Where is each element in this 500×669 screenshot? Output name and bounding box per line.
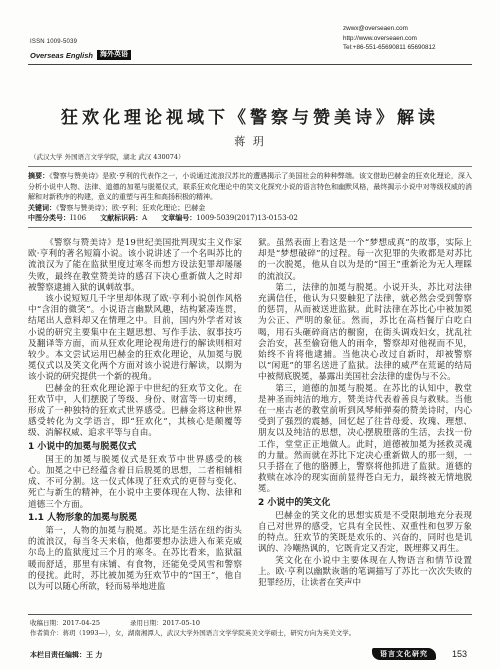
column-name-badge: 语言文化研究 xyxy=(372,648,436,660)
footnote-divider xyxy=(28,614,472,615)
contact-url: http://www.overseaen.com xyxy=(343,34,417,42)
bio-text: 蒋玥（1993—），女，湖南湘潭人，武汉大学外国语言文学学院英美文学硕士，研究方向为英美文学。 xyxy=(62,629,356,637)
body-paragraph: 第三，道德的加冕与脱冕。在苏比的认知中，教堂是神圣而纯洁的地方，赞美诗代表着善良与救赎。当他在一座古老的教堂前听到风琴师弹奏的赞美诗时，内心受到了强烈的震撼，回忆起了往昔母爱、玫瑰、理想、朋友以及纯洁的思想，决心摆脱堕落的生活，去找一份工作，堂堂正正地做人。此时，道德被加冕为拯救灵魂的力量。然而就在苏比下定决心重新做人的那一刻，一只手搭在了他的胳膊上，警察将他抓进了监狱。道德的救赎在冰冷的现实面前显得苍白无力，最终被无情地脱冕。 xyxy=(258,383,472,495)
abstract xyxy=(28,171,472,203)
abstract-section xyxy=(28,166,472,228)
header-divider xyxy=(28,64,472,65)
body-paragraph-continued: 狱。虽然表面上看这是一个“梦想成真”的故事，实际上却是“梦想破碎”的过程。每一次犯罪的失败都是对苏比的一次脱冕，他从自以为是的“国王”重新沦为无人理睬的流浪汉。 xyxy=(258,238,472,282)
contact-tel: Tel:+86-551-65690811 65690812 xyxy=(343,44,436,51)
submission-dates xyxy=(30,618,470,628)
keywords-text: 《警察与赞美诗》；欧·亨利；狂欢化理论；巴赫金 xyxy=(56,203,206,212)
clc-label: 中图分类号： xyxy=(28,214,70,222)
article-author: 蒋 玥 xyxy=(234,135,266,148)
body-paragraph: 该小说短短几千字里却体现了欧·亨利小说创作风格中“含泪的微笑”。小说语言幽默风趣，结构紧凑连贯，结尾出人意料却又在情理之中。目前，国内外学者对该小说的研究主要集中在主题思想、写作手法、叙事技巧及翻译等方面，而从狂欢化理论视角进行的解读则相对较少。本文尝试运用巴赫金的狂欢化理论，从加冕与脱冕仪式以及笑文化两个方面对该小说进行解读，以期为该小说的研究提供一个新的视角。 xyxy=(28,294,242,383)
section-heading-1: 1 小说中的加冕与脱冕仪式 xyxy=(28,441,137,452)
article-number-value: 1009-5039(2017)13-0153-02 xyxy=(196,214,298,222)
body-column-right xyxy=(258,238,472,610)
journal-name-chinese-badge: 海外英语 xyxy=(97,50,131,60)
accepted-date: 2017-05-10 xyxy=(162,619,200,627)
abstract-label: 摘要： xyxy=(28,172,50,180)
section-heading-2: 2 小说中的笑文化 xyxy=(258,497,331,508)
body-column-left xyxy=(28,238,242,610)
journal-name xyxy=(30,50,131,60)
keywords xyxy=(28,203,472,214)
body-paragraph: 第二，法律的加冕与脱冕。小说开头，苏比对法律充满信任，他认为只要触犯了法律，就必然会受到警察的惩罚，从而被送进监狱。此时法律在苏比心中被加冕为公正、严明的象征。然而，苏比在高档餐厅白吃白喝，用石头砸碎商店的橱窗，在街头调戏妇女，扰乱社会治安，甚至偷窃他人的雨伞，警察却对他视而不见，始终不肯将他逮捕。当他决心改过自新时，却被警察以“闲逛”的罪名送进了监狱。法律的威严在荒诞的结局中被彻底脱冕，暴露出美国社会法律的虚伪与不公。 xyxy=(258,282,472,383)
subsection-heading-1-1: 1.1 人物形象的加冕与脱冕 xyxy=(28,512,138,523)
issn-number: ISSN 1009-5039 xyxy=(30,39,78,45)
author-affiliation: （武汉大学 外国语言文学学院，湖北 武汉 430074） xyxy=(30,153,185,161)
abstract-text: 《警察与赞美诗》是欧·亨利的代表作之一，小说通过流浪汉苏比的遭遇揭示了美国社会的种种弊端。该文借助巴赫金的狂欢化理论，深入分析小说中人物、法律、道德的加冕与脱冕仪式，联系狂欢化理论中的笑文化探究小说的语言特色和幽默风格，最终揭示小说中对等级权威的消解和对新秩序的构建，意义的重塑与再生和高扬积极的精神。 xyxy=(28,172,472,201)
received-date: 2017-04-25 xyxy=(62,619,100,627)
journal-name-english: Overseas English xyxy=(30,50,93,60)
author-bio xyxy=(30,628,470,638)
bio-label: 作者简介： xyxy=(30,629,63,637)
body-paragraph: 国王的加冕与脱冕仪式是狂欢节中世界感受的核心。加冕之中已经蕴含着日后脱冕的思想，二者相辅相成、不可分割。这一仪式体现了狂欢式的更替与变化、死亡与新生的精神，在小说中主要体现在人物、法律和道德三个方面。 xyxy=(28,454,242,510)
clc-value: I106 xyxy=(70,214,87,222)
page-number: 153 xyxy=(452,649,468,659)
contact-email: zwwx@overseaen.com xyxy=(343,25,408,32)
body-paragraph: 《警察与赞美诗》是19世纪美国批判现实主义作家欧·亨利的著名短篇小说。该小说讲述了一个名叫苏比的流浪汉为了能在监狱里度过寒冬而想方设法犯罪却屡屡失败，最终在教堂赞美诗的感召下决心重新做人之时却被警察逮捕入狱的讽刺故事。 xyxy=(28,238,242,293)
doc-code-label: 文献标识码： xyxy=(100,214,143,222)
body-paragraph: 巴赫金的笑文化的思想实质是不受限制地充分表现自己对世界的感受，它具有全民性、双重性和包罗万象的特点。狂欢节的笑既是欢乐的、兴奋的，同时也是讥讽的、冷嘲热讽的，它既肯定又否定，既埋葬又再生。 xyxy=(258,510,472,555)
article-title: 狂欢化理论视域下《警察与赞美诗》解读 xyxy=(61,108,439,128)
body-paragraph: 第一，人物的加冕与脱冕。苏比是生活在纽约街头的流浪汉，每当冬天来临，他都要想办法进入布莱克威尔岛上的监狱度过三个月的寒冬。在苏比看来，监狱温暖而舒适，那里有床铺、有食物，还能免受风雪和警察的侵扰。此时，苏比被加冕为狂欢节中的“国王”，他自以为可以随心所欲，轻而易举地进监 xyxy=(28,526,242,593)
editor-name: 王 力 xyxy=(86,651,103,659)
accepted-label: 录用日期： xyxy=(129,619,163,627)
doc-code-value: A xyxy=(142,214,148,222)
received-label: 收稿日期： xyxy=(30,619,63,627)
journal-contact xyxy=(343,24,436,53)
column-editor xyxy=(30,650,102,660)
editor-label: 本栏目责任编辑： xyxy=(30,651,86,659)
footnote xyxy=(30,618,470,638)
body-paragraph: 笑文化在小说中主要体现在人物语言和情节设置上。欧·亨利以幽默诙谐的笔调描写了苏比一次次失败的犯罪经历，让读者在笑声中 xyxy=(258,555,472,589)
article-number-label: 文章编号： xyxy=(161,214,197,222)
body-paragraph: 巴赫金的狂欢化理论源于中世纪的狂欢节文化。在狂欢节中，人们摆脱了等级、身份、财富等一切束缚，形成了一种独特的狂欢式世界感受。巴赫金将这种世界感受转化为文学语言，即“狂欢化”，其核心是颠覆等级、消解权威、追求平等与自由。 xyxy=(28,383,242,439)
keywords-label: 关键词： xyxy=(28,203,56,212)
classification-line xyxy=(28,213,472,224)
